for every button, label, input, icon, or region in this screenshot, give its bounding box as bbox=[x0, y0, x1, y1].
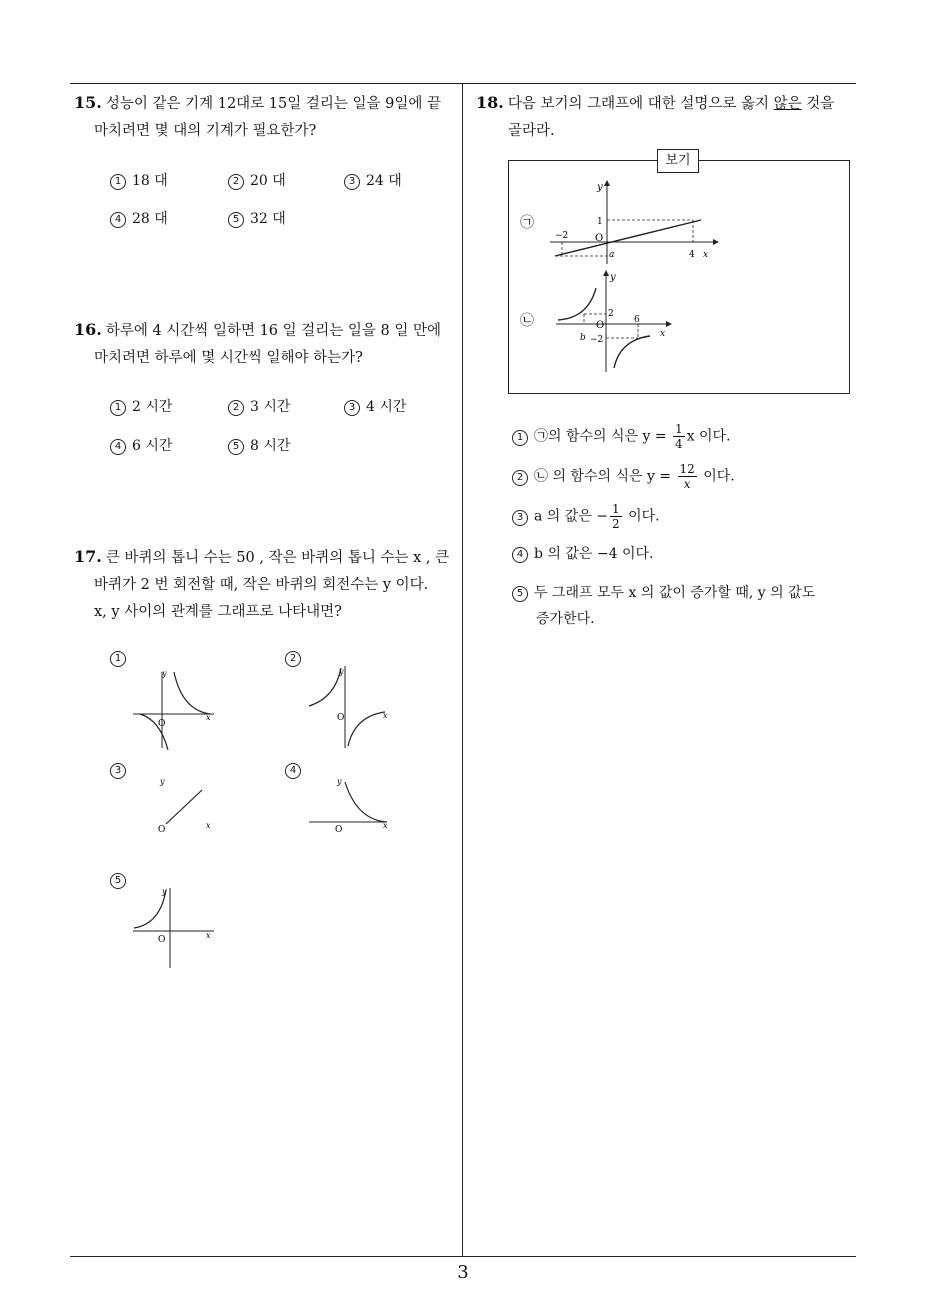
q17-graph-4 bbox=[305, 772, 395, 842]
graph2-mark: ㉡ bbox=[520, 313, 534, 329]
y-arrow bbox=[603, 270, 609, 276]
question-16 bbox=[74, 316, 459, 372]
y-label: y bbox=[162, 887, 167, 896]
example-box-title: 보기 bbox=[657, 149, 699, 173]
q16-option-5[interactable] bbox=[228, 435, 290, 455]
option-text: a 의 값은 − bbox=[534, 508, 608, 525]
question-18 bbox=[476, 89, 861, 145]
q18-option-3[interactable] bbox=[512, 502, 660, 531]
option-mark: 3 bbox=[344, 400, 360, 416]
option-mark: 1 bbox=[512, 430, 528, 446]
graph1-mark: ㉠ bbox=[520, 215, 534, 231]
curve bbox=[174, 672, 210, 714]
question-text-line1: 큰 바퀴의 톱니 수는 50 , 작은 바퀴의 톱니 수는 x , 큰 bbox=[105, 550, 450, 566]
q15-option-2[interactable] bbox=[228, 170, 286, 190]
question-text-line1: 다음 보기의 그래프에 대한 설명으로 옳지 bbox=[507, 96, 774, 112]
a-label: a bbox=[609, 250, 615, 260]
option-mark: 5 bbox=[110, 873, 126, 889]
option-text: 3 시간 bbox=[250, 399, 291, 415]
option-text: 6 시간 bbox=[132, 438, 173, 454]
question-15 bbox=[74, 89, 459, 145]
denominator: x bbox=[683, 477, 691, 491]
question-text-line2: 골라라. bbox=[508, 123, 555, 139]
option-mark: 3 bbox=[512, 510, 528, 526]
q15-option-4[interactable] bbox=[110, 208, 168, 228]
origin-label: O bbox=[158, 935, 166, 945]
x-label: x bbox=[383, 821, 388, 830]
option-text: ㉡ 의 함수의 식은 y = bbox=[534, 468, 672, 485]
tick-neg2: −2 bbox=[555, 231, 569, 241]
q15-option-1[interactable] bbox=[110, 170, 168, 190]
denominator: 2 bbox=[612, 517, 620, 531]
option-mark: 5 bbox=[228, 439, 244, 455]
x-arrow bbox=[666, 321, 672, 327]
curve bbox=[614, 336, 650, 368]
numerator: 1 bbox=[612, 502, 620, 516]
numerator: 12 bbox=[679, 462, 695, 476]
option-text-line2: 증가한다. bbox=[536, 611, 595, 627]
q17-option-3[interactable] bbox=[110, 762, 132, 779]
numerator: 1 bbox=[675, 422, 683, 436]
curve bbox=[558, 288, 596, 320]
x-label: x bbox=[206, 713, 211, 722]
q17-option-4[interactable] bbox=[285, 762, 307, 779]
curve bbox=[348, 712, 385, 746]
question-text-line3: x, y 사이의 관계를 그래프로 나타내면? bbox=[94, 604, 342, 620]
q16-option-3[interactable] bbox=[344, 396, 406, 416]
question-text-line1: 성능이 같은 기계 12대로 15일 걸리는 일을 9일에 끝 bbox=[105, 96, 441, 112]
q15-option-3[interactable] bbox=[344, 170, 402, 190]
option-text: 32 대 bbox=[250, 211, 286, 227]
x-label: x bbox=[703, 250, 709, 260]
option-text: 28 대 bbox=[132, 211, 168, 227]
q16-option-4[interactable] bbox=[110, 435, 172, 455]
page-number: 3 bbox=[457, 1262, 469, 1283]
option-text-end: 이다. bbox=[703, 468, 735, 485]
q18-option-1[interactable] bbox=[512, 422, 731, 451]
origin-label: O bbox=[596, 320, 605, 331]
option-text: 4 시간 bbox=[366, 399, 407, 415]
option-text-end: x 이다. bbox=[686, 428, 731, 445]
option-mark: 1 bbox=[110, 651, 126, 667]
option-mark: 1 bbox=[110, 174, 126, 190]
option-mark: 4 bbox=[512, 547, 528, 563]
option-text: ㉠의 함수의 식은 y = bbox=[534, 428, 667, 445]
tick-6: 6 bbox=[634, 315, 640, 325]
option-mark: 2 bbox=[512, 470, 528, 486]
q17-option-2[interactable] bbox=[285, 650, 307, 667]
option-text: 8 시간 bbox=[250, 438, 291, 454]
option-text: 18 대 bbox=[132, 173, 168, 189]
question-number: 18. bbox=[476, 93, 504, 112]
column-divider bbox=[462, 83, 463, 1256]
q17-graph-5 bbox=[130, 884, 220, 974]
question-number: 16. bbox=[74, 320, 102, 339]
line bbox=[166, 790, 202, 824]
q18-option-2[interactable] bbox=[512, 462, 735, 491]
question-text-line1: 하루에 4 시간씩 일하면 16 일 걸리는 일을 8 일 만에 bbox=[105, 323, 441, 339]
y-label: y bbox=[160, 777, 165, 786]
option-mark: 2 bbox=[285, 651, 301, 667]
question-text-line2: 마치려면 하루에 몇 시간씩 일해야 하는가? bbox=[94, 350, 363, 366]
q18-option-5[interactable] bbox=[512, 580, 815, 632]
tick-neg2: −2 bbox=[590, 335, 604, 345]
question-text-line2: 바퀴가 2 번 회전할 때, 작은 바퀴의 회전수는 y 이다. bbox=[94, 577, 429, 593]
origin-label: O bbox=[337, 713, 345, 723]
denominator: 4 bbox=[675, 437, 683, 451]
curve bbox=[345, 782, 387, 822]
origin-label: O bbox=[158, 719, 166, 729]
q15-option-5[interactable] bbox=[228, 208, 286, 228]
y-label: y bbox=[610, 272, 616, 283]
q17-option-1[interactable] bbox=[110, 650, 132, 667]
x-label: x bbox=[660, 329, 666, 339]
fraction bbox=[610, 502, 622, 531]
tick-4: 4 bbox=[689, 250, 695, 260]
option-text: 두 그래프 모두 x 의 값이 증가할 때, y 의 값도 bbox=[534, 585, 816, 601]
origin-label: O bbox=[595, 233, 604, 244]
option-mark: 2 bbox=[228, 174, 244, 190]
option-mark: 5 bbox=[228, 212, 244, 228]
option-mark: 3 bbox=[110, 763, 126, 779]
y-arrow bbox=[604, 180, 610, 186]
y-label: y bbox=[162, 669, 167, 678]
q17-graph-3 bbox=[130, 772, 220, 842]
q16-option-2[interactable] bbox=[228, 396, 290, 416]
q17-graph-1 bbox=[130, 662, 220, 752]
option-mark: 4 bbox=[110, 439, 126, 455]
question-number: 15. bbox=[74, 93, 102, 112]
option-text: 24 대 bbox=[366, 173, 402, 189]
top-rule bbox=[70, 83, 856, 84]
underlined-word: 않은 bbox=[773, 96, 802, 112]
question-number: 17. bbox=[74, 547, 102, 566]
bottom-rule bbox=[70, 1256, 856, 1257]
question-text-line1-end: 것을 bbox=[801, 96, 835, 112]
y-label: y bbox=[337, 777, 342, 786]
option-mark: 5 bbox=[512, 586, 528, 602]
q17-graph-2 bbox=[305, 662, 395, 752]
q18-graph-2 bbox=[550, 268, 675, 376]
origin-label: O bbox=[158, 825, 166, 835]
x-label: x bbox=[206, 931, 211, 940]
x-arrow bbox=[713, 239, 719, 245]
option-mark: 4 bbox=[285, 763, 301, 779]
b-label: b bbox=[580, 333, 586, 343]
y-label: y bbox=[339, 667, 344, 676]
q18-option-4[interactable] bbox=[512, 543, 653, 563]
option-text-end: 이다. bbox=[628, 508, 660, 525]
origin-label: O bbox=[335, 825, 343, 835]
fraction bbox=[673, 422, 685, 451]
option-mark: 1 bbox=[110, 400, 126, 416]
option-text: b 의 값은 −4 이다. bbox=[534, 546, 654, 562]
tick-2: 2 bbox=[608, 309, 614, 319]
question-text-line2: 마치려면 몇 대의 기계가 필요한가? bbox=[94, 123, 317, 139]
option-mark: 3 bbox=[344, 174, 360, 190]
option-text: 2 시간 bbox=[132, 399, 173, 415]
question-17 bbox=[74, 543, 459, 626]
q18-graph-1 bbox=[545, 178, 720, 266]
q17-option-5[interactable] bbox=[110, 872, 132, 889]
line-graph bbox=[555, 220, 701, 256]
fraction bbox=[678, 462, 697, 491]
x-label: x bbox=[206, 821, 211, 830]
y-label: y bbox=[597, 182, 603, 193]
option-text: 20 대 bbox=[250, 173, 286, 189]
option-mark: 2 bbox=[228, 400, 244, 416]
curve bbox=[309, 668, 341, 706]
x-label: x bbox=[383, 711, 388, 720]
tick-1: 1 bbox=[597, 217, 603, 227]
option-mark: 4 bbox=[110, 212, 126, 228]
q16-option-1[interactable] bbox=[110, 396, 172, 416]
